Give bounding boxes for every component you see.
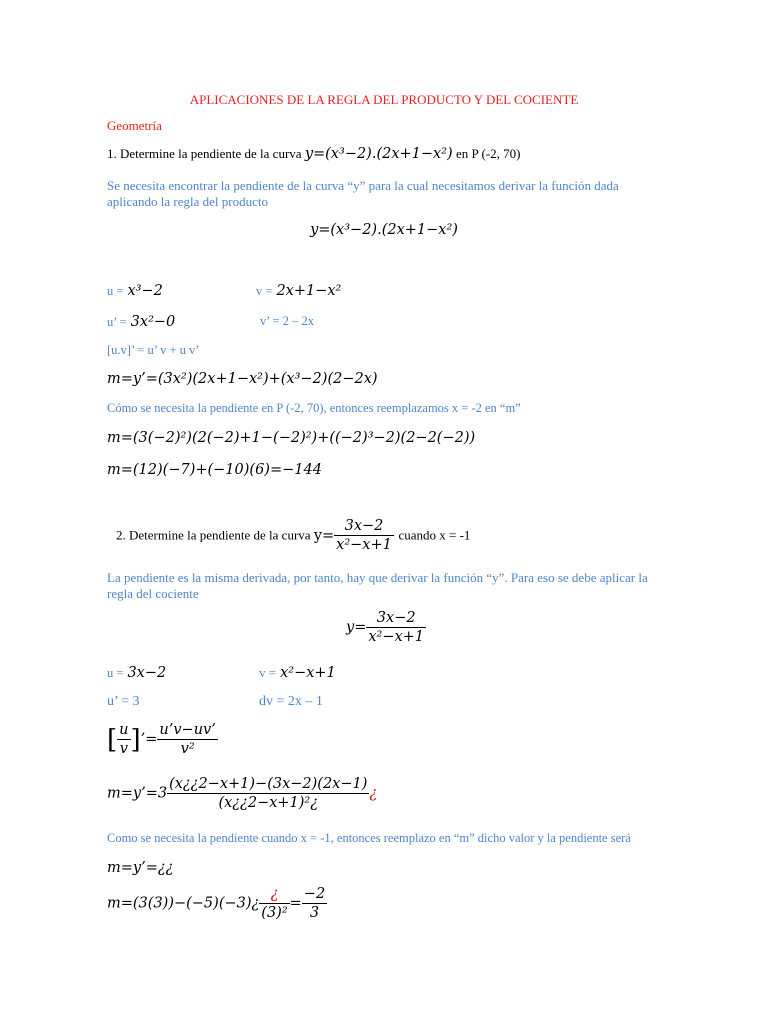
problem-1-derivative: m=y’=(3x²)(2x+1−x²)+(x³−2)(2−2x) — [107, 371, 378, 387]
problem-2-derivative-numerator: (x¿¿2−x+1)−(3x−2)(2x−1) — [169, 776, 368, 792]
product-rule: [u.v]’ = u’ v + u v’ — [107, 343, 200, 357]
v2-definition — [259, 664, 336, 682]
problem-2-explanation: La pendiente es la misma derivada, por tanto, hay que derivar la función “y”. Para eso se debe aplicar la regla del cociente — [107, 570, 648, 601]
problem-2-fraction — [334, 518, 394, 553]
problem-2-statement — [116, 518, 470, 553]
v-expression: 2x+1−x² — [276, 283, 342, 299]
v2-derivative: dv = 2x – 1 — [259, 694, 323, 709]
quotient-rule-fraction — [157, 722, 217, 757]
u2-label: u = — [107, 666, 124, 680]
problem-2-function: y= $\frac{3x-2}{\text{x²−x+1}}$ — [313, 518, 392, 553]
problem-2-final-numerator: −2 — [303, 886, 326, 902]
problem-2-glyph: ¿ — [369, 785, 378, 802]
problem-1-substitution-note: Cómo se necesita la pendiente en P (-2, 70), entonces reemplazamos x = -2 en “m” — [107, 401, 521, 415]
quotient-rule: [ $\frac{u}{v}$ ]’= $\frac{u’v-uv’}{\text{v²}}$ — [107, 722, 216, 757]
problem-1-function-display: y=(x³−2).(2x+1−x²) — [310, 222, 458, 238]
problem-2-numerator: 3x−2 — [334, 518, 394, 536]
problem-2-result-denominator: (3)² — [261, 905, 288, 921]
u-derivative-label: u’ = — [107, 315, 127, 329]
problem-2-final-fraction — [302, 886, 327, 921]
v-label: v = — [256, 284, 273, 298]
u-expression: x³−2 — [127, 283, 163, 299]
problem-2-result: m=(3(3))−(−5)(−3)¿ $\frac{¿}{\text{(3)²}}$ = $\frac{-2}{3}$ — [107, 886, 326, 921]
problem-2-derivative-fraction — [167, 776, 369, 811]
problem-2-result-left: m=(3(3))−(−5)(−3)¿ — [107, 895, 260, 912]
v-definition — [256, 282, 341, 300]
problem-2-denominator: x²−x+1 — [336, 537, 392, 553]
problem-2-substituted: m=y’=¿¿ — [107, 860, 174, 876]
problem-2-condition: cuando x = -1 — [398, 527, 471, 543]
problem-2-display-denominator: x²−x+1 — [368, 629, 425, 645]
u-label: u = — [107, 284, 124, 298]
problem-1-point: en P (-2, 70) — [455, 146, 521, 161]
u-derivative-expression: 3x²−0 — [130, 314, 176, 330]
quotient-rule-numerator: u’v−uv’ — [159, 722, 216, 738]
problem-2-display-numerator: 3x−2 — [366, 610, 426, 628]
problem-2-result-fraction — [259, 886, 289, 921]
u2-definition — [107, 664, 166, 682]
problem-2-derivative-denominator: (x¿¿2−x+1)²¿ — [218, 795, 319, 811]
document-title: APLICACIONES DE LA REGLA DEL PRODUCTO Y DEL COCIENTE — [189, 92, 579, 107]
problem-1-substituted: m=(3(−2)²)(2(−2)+1−(−2)²)+((−2)³−2)(2−2(−2)) — [107, 430, 476, 446]
problem-1-explanation: Se necesita encontrar la pendiente de la curva “y” para la cual necesitamos derivar la función dada aplicando la regla del producto — [107, 178, 619, 209]
u-derivative — [107, 313, 175, 331]
section-heading: Geometría — [107, 118, 162, 133]
problem-2-result-numerator: ¿ — [259, 886, 289, 904]
u-definition — [107, 282, 163, 300]
u2-expression: 3x−2 — [127, 665, 167, 681]
v2-label: v = — [259, 665, 277, 680]
problem-2-display-fraction — [366, 610, 426, 645]
problem-2-final-denominator: 3 — [309, 905, 320, 921]
quotient-rule-denominator: v² — [180, 741, 195, 757]
problem-2-derivative: m=y’=3 $\frac{(x¿¿2-x+1)-(3x-2)(2x-1)}{\text{(x¿¿2−x+1)²¿}}$ ¿ — [107, 776, 378, 811]
v2-expression: x²−x+1 — [280, 665, 336, 681]
problem-1-statement — [107, 146, 520, 162]
v-derivative: v’ = 2 – 2x — [260, 314, 315, 328]
problem-1-intro: 1. Determine la pendiente de la curva — [107, 146, 302, 161]
problem-1-function: y=(x³−2).(2x+1−x²) — [304, 146, 453, 162]
u2-derivative: u’ = 3 — [107, 694, 140, 709]
problem-2-function-display: y= $\frac{3x-2}{\text{x²−x+1}}$ — [346, 610, 425, 645]
problem-1-result: m=(12)(−7)+(−10)(6)=−144 — [107, 462, 322, 478]
problem-2-substitution-note: Como se necesita la pendiente cuando x = -1, entonces reemplazo en “m” dicho valor y la pendiente será — [107, 831, 631, 845]
problem-2-intro: 2. Determine la pendiente de la curva — [116, 527, 311, 543]
